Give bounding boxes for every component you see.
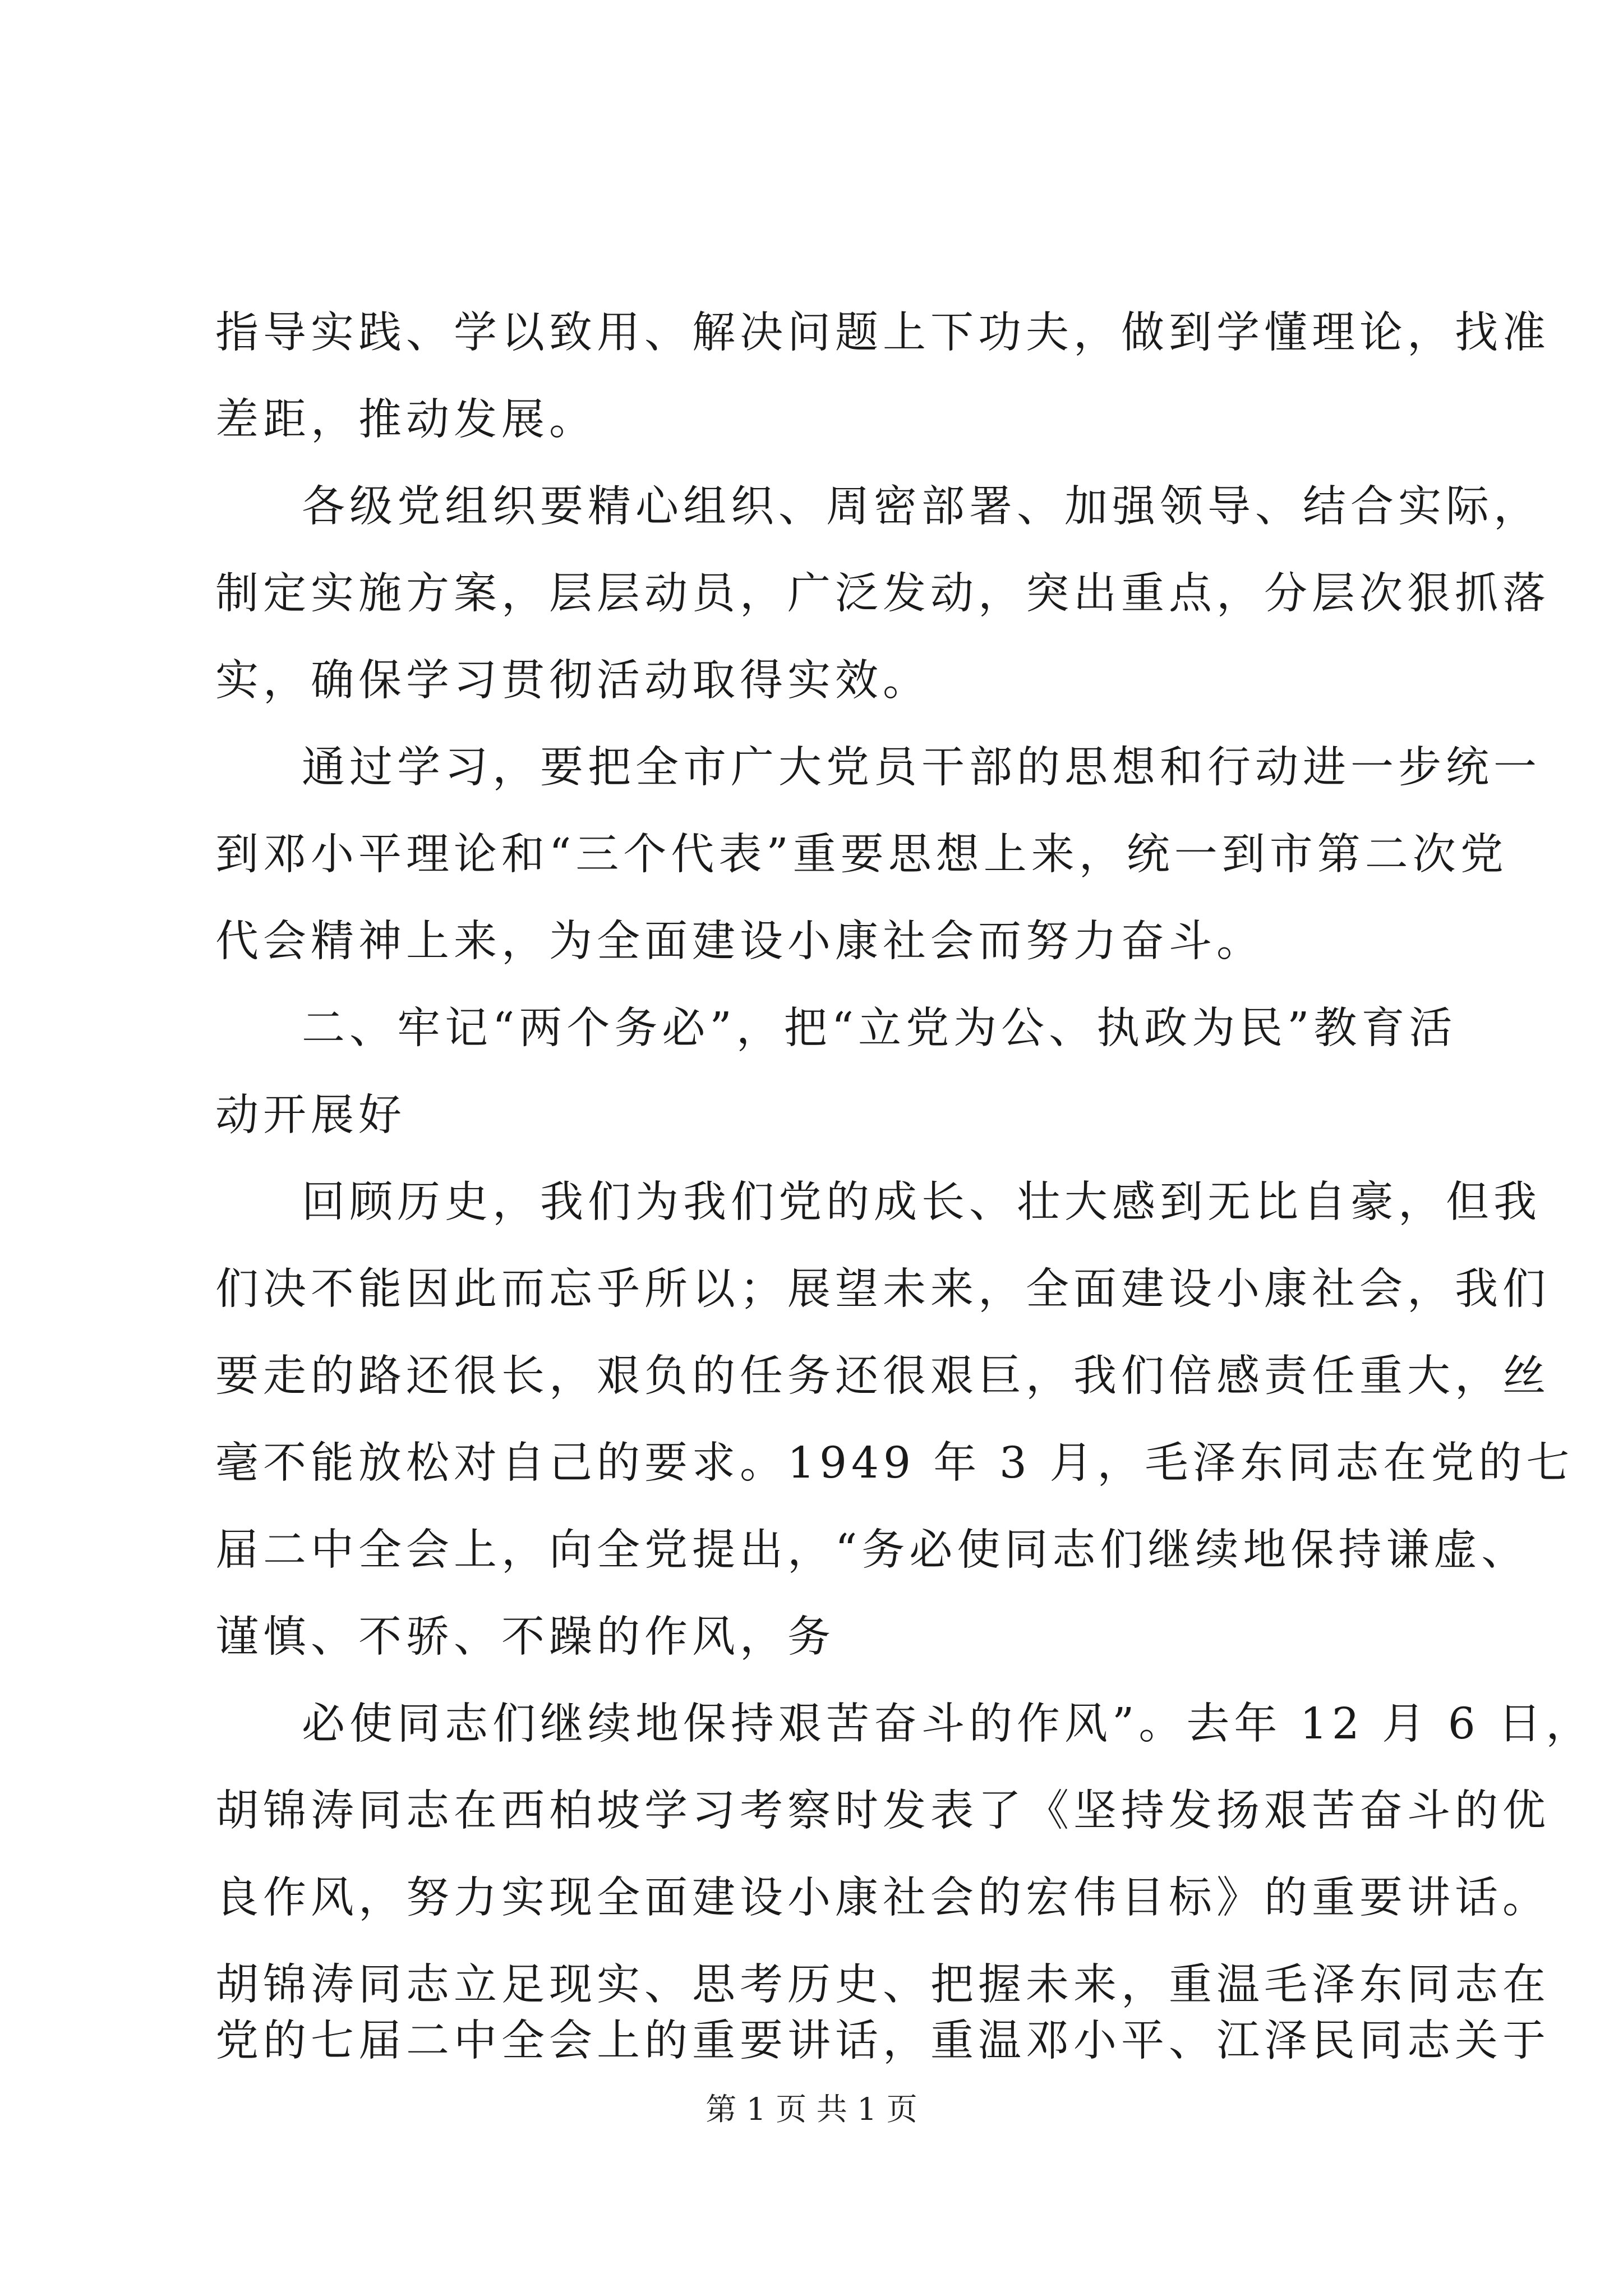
text-line: 届二中全会上，向全党提出，“务必使同志们继续地保持谦虚、 [215, 1525, 1529, 1575]
text-line: 谨慎、不骄、不躁的作风，务 [215, 1612, 835, 1662]
paragraph-start: 各级党组织要精心组织、周密部署、加强领导、结合实际， [302, 482, 1541, 532]
text-line: 胡锦涛同志立足现实、思考历史、把握未来，重温毛泽东同志在 [215, 1960, 1550, 2010]
text-line: 毫不能放松对自己的要求。1949 年 3 月，毛泽东同志在党的七 [215, 1438, 1574, 1488]
paragraph-start: 通过学习，要把全市广大党员干部的思想和行动进一步统一 [302, 743, 1541, 793]
paragraph-start: 必使同志们继续地保持艰苦奋斗的作风”。去年 12 月 6 日， [302, 1699, 1594, 1749]
text-line: 指导实践、学以致用、解决问题上下功夫，做到学懂理论，找准 [215, 308, 1550, 358]
text-line: 良作风，努力实现全面建设小康社会的宏伟目标》的重要讲话。 [215, 1873, 1550, 1923]
text-line: 到邓小平理论和“三个代表”重要思想上来，统一到市第二次党 [215, 830, 1508, 880]
text-line: 们决不能因此而忘乎所以；展望未来，全面建设小康社会，我们 [215, 1264, 1550, 1314]
text-line: 胡锦涛同志在西柏坡学习考察时发表了《坚持发扬艰苦奋斗的优 [215, 1786, 1550, 1836]
page-footer: 第 1 页 共 1 页 [706, 2091, 917, 2127]
text-line: 要走的路还很长，艰负的任务还很艰巨，我们倍感责任重大，丝 [215, 1351, 1550, 1401]
text-line: 实，确保学习贯彻活动取得实效。 [215, 656, 930, 706]
section-heading-continued: 动开展好 [215, 1091, 406, 1140]
text-line: 党的七届二中全会上的重要讲话，重温邓小平、江泽民同志关于 [215, 2016, 1550, 2066]
text-line: 制定实施方案，层层动员，广泛发动，突出重点，分层次狠抓落 [215, 569, 1550, 619]
text-line: 代会精神上来，为全面建设小康社会而努力奋斗。 [215, 917, 1264, 967]
text-line: 差距，推动发展。 [215, 395, 597, 445]
paragraph-start: 回顾历史，我们为我们党的成长、壮大感到无比自豪，但我 [302, 1177, 1541, 1227]
section-heading: 二、牢记“两个务必”，把“立党为公、执政为民”教育活 [302, 1004, 1457, 1053]
